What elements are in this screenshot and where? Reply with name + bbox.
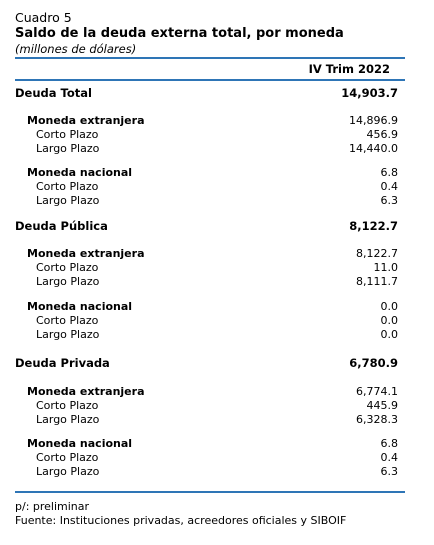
row-label: Largo Plazo	[36, 142, 100, 155]
table-row	[15, 437, 398, 451]
row-label: Moneda nacional	[27, 300, 133, 313]
table-row	[15, 413, 398, 427]
row-value: 6,328.3	[356, 413, 398, 426]
table-row	[15, 166, 398, 180]
row-label: Largo Plazo	[36, 328, 100, 341]
table-number: Cuadro 5	[15, 10, 72, 25]
table-row	[15, 314, 398, 328]
table-row	[15, 465, 398, 479]
row-value: 6.3	[380, 194, 398, 207]
table-row	[15, 180, 398, 194]
row-value: 456.9	[366, 128, 398, 141]
header-rule	[15, 79, 405, 81]
table-row	[15, 451, 398, 465]
row-label: Corto Plazo	[36, 128, 99, 141]
row-value: 14,440.0	[349, 142, 398, 155]
table-row	[15, 247, 398, 261]
table-row	[15, 194, 398, 208]
table-row	[15, 356, 398, 370]
table-row	[15, 128, 398, 142]
row-value: 6.8	[380, 437, 398, 450]
table-row	[15, 261, 398, 275]
table-title: Saldo de la deuda externa total, por moneda	[15, 26, 344, 41]
row-value: 8,122.7	[349, 219, 398, 233]
row-value: 0.4	[380, 451, 398, 464]
row-label: Corto Plazo	[36, 314, 99, 327]
row-value: 0.4	[380, 180, 398, 193]
row-label: Corto Plazo	[36, 261, 99, 274]
row-value: 14,903.7	[341, 86, 398, 100]
row-label: Deuda Privada	[15, 356, 110, 370]
row-label: Moneda nacional	[27, 437, 133, 450]
row-label: Moneda extranjera	[27, 114, 145, 127]
row-value: 0.0	[380, 300, 398, 313]
row-label: Largo Plazo	[36, 194, 100, 207]
row-value: 6,780.9	[349, 356, 398, 370]
row-value: 0.0	[380, 328, 398, 341]
row-label: Moneda extranjera	[27, 385, 145, 398]
row-label: Corto Plazo	[36, 180, 99, 193]
row-label: Deuda Total	[15, 86, 92, 100]
row-label: Largo Plazo	[36, 465, 100, 478]
row-label: Largo Plazo	[36, 275, 100, 288]
table-row	[15, 399, 398, 413]
table-row	[15, 328, 398, 342]
row-label: Deuda Pública	[15, 219, 108, 233]
row-label: Moneda extranjera	[27, 247, 145, 260]
row-value: 6.3	[380, 465, 398, 478]
row-value: 6.8	[380, 166, 398, 179]
row-label: Corto Plazo	[36, 399, 99, 412]
row-label: Largo Plazo	[36, 413, 100, 426]
row-value: 8,111.7	[356, 275, 398, 288]
column-header: IV Trim 2022	[308, 62, 390, 76]
top-rule	[15, 57, 405, 59]
table-row	[15, 385, 398, 399]
bottom-rule	[15, 491, 405, 493]
row-value: 6,774.1	[356, 385, 398, 398]
footnote-source: Fuente: Instituciones privadas, acreedores oficiales y SIBOIF	[15, 514, 347, 527]
row-value: 14,896.9	[349, 114, 398, 127]
table-row	[15, 219, 398, 233]
footnote-preliminary: p/: preliminar	[15, 500, 90, 513]
table-subtitle: (millones de dólares)	[15, 42, 137, 56]
table-row	[15, 300, 398, 314]
table-row	[15, 114, 398, 128]
row-label: Corto Plazo	[36, 451, 99, 464]
table-row	[15, 86, 398, 100]
row-label: Moneda nacional	[27, 166, 133, 179]
row-value: 11.0	[373, 261, 398, 274]
table-row	[15, 142, 398, 156]
row-value: 8,122.7	[356, 247, 398, 260]
table-row	[15, 275, 398, 289]
row-value: 445.9	[366, 399, 398, 412]
row-value: 0.0	[380, 314, 398, 327]
